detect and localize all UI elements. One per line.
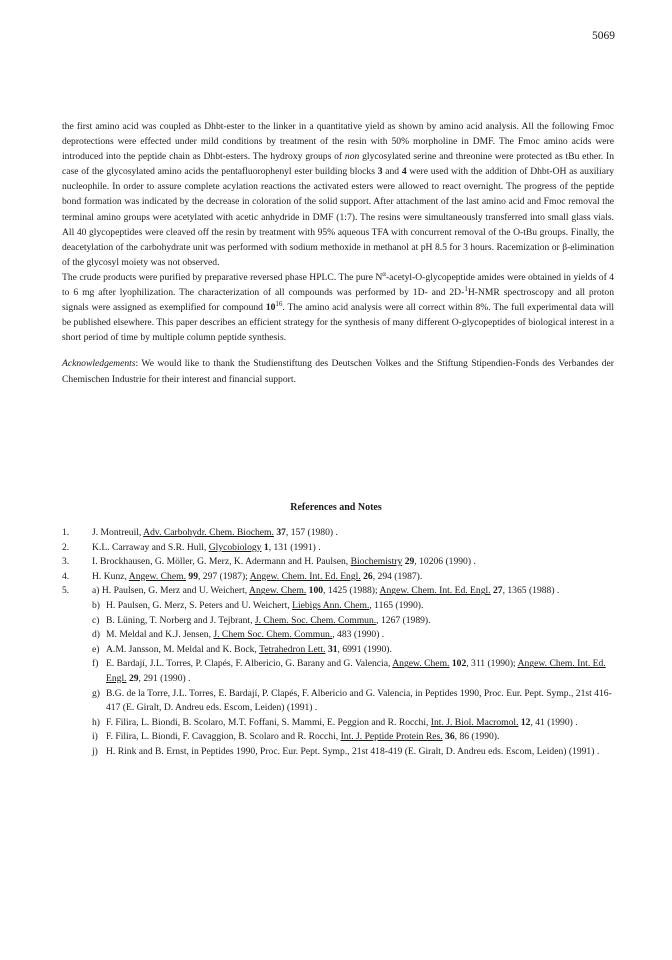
reference-item: 5. a) H. Paulsen, G. Merz and U. Weichert, Angew. Chem. 100, 1425 (1988); Angew. Chem. Int. Ed. Engl. 27, 1365 (1988) .: [62, 585, 560, 597]
paragraph-purification: The crude products were purified by preparative reversed phase HPLC. The pure $N^\alpha-acetyl-O$-glycopeptide amides were obtained in yields of 4 to 6 mg after lyophilization. The characterization of all compounds was performed by 1D- and 2D-$^1$H-NMR spectroscopy and all proton signals were assigned as exemplified for compound $10^{16}$. The amino acid analysis were all correct within 8%. The full experimental data will be published elsewhere. This paper describes an efficient strategy for the synthesis of many different O-glycopeptides of biological interest in a short period of time by multiple column peptide synthesis.: [62, 269, 614, 344]
acknowledgements: Acknowledgements: We would like to thank the Studienstiftung des Deutschen Volkes and the Stiftung Stipendien-Fonds des Verbandes der Chemischen Industrie for their interest and financial support.: [62, 358, 614, 385]
reference-subitem: d) M. Meldal and K.J. Jensen, J. Chem Soc. Chem. Commun., 483 (1990) .: [92, 629, 385, 641]
reference-subitem: e) A.M. Jansson, M. Meldal and K. Bock, Tetrahedron Lett. 31, 6991 (1990).: [92, 643, 392, 655]
reference-subitem: b) H. Paulsen, G. Merz, S. Peters and U. Weichert, Liebigs Ann. Chem., 1165 (1990).: [92, 599, 424, 611]
reference-subitem: i) F. Filira, L. Biondi, F. Cavaggion, B. Scolaro and R. Rocchi, Int. J. Peptide Protein Res. 36, 86 (1990).: [92, 731, 500, 743]
paragraph-synthesis: the first amino acid was coupled as Dhbt-ester to the linker in a quantitative yield as shown by amino acid analysis. All the following Fmoc deprotections were effected under mild conditions by treatment of the resin with 50% morpholine in DMF. The Fmoc amino acids were introduced into the peptide chain as Dhbt-esters. The hydroxy groups of non glycosylated serine and threonine were protected as tBu ether. In case of the glycosylated amino acids the pentafluorophenyl ester building blocks 3 and 4 were used with the addition of Dhbt-OH as auxiliary nucleophile. In order to assure complete acylation reactions the activated esters were allowed to react overnight. The progress of the peptide bond formation was indicated by the decrease in coloration of the solid support. After attachment of the last amino acid and Fmoc removal the terminal amino groups were acetylated with acetic anhydride in DMF (1:7). The resins were simultaneously transferred into small glass vials. All 40 glycopeptides were cleaved off the resin by treatment with 95% aqueous TFA with concurrent removal of the O-tBu groups. Finally, the deacetylation of the carbohydrate unit was performed with sodium methoxide in methanol at pH 8.5 for 3 hours. Racemization or β-elimination of the glycosyl moiety was not observed.: [62, 121, 614, 268]
body-text: [62, 119, 614, 387]
reference-subitem: j) H. Rink and B. Ernst, in Peptides 1990, Proc. Eur. Pept. Symp., 21st 418-419 (E. Giralt, D. Andreu eds. Escom, Leiden) (1991) .: [92, 745, 600, 757]
reference-subitem: f) E. Bardají, J.L. Torres, P. Clapés, F. Albericio, G. Barany and G. Valencia, Angew. Chem. 102, 311 (1990); Angew. Chem. Int. Ed. Engl. 29, 291 (1990) .: [92, 658, 606, 684]
references-heading: References and Notes: [290, 502, 382, 513]
reference-item: 2. K.L. Carraway and S.R. Hull, Glycobiology 1, 131 (1991) .: [62, 541, 321, 553]
reference-subitem: g) B.G. de la Torre, J.L. Torres, E. Bardají, P. Clapés, F. Albericio and G. Valencia, in Peptides 1990, Proc. Eur. Pept. Symp., 21st 416-417 (E. Giralt, D. Andreu eds. Escom, Leiden) (1991) .: [92, 687, 612, 714]
reference-item: 3. I. Brockhausen, G. Möller, G. Merz, K. Adermann and H. Paulsen, Biochemistry 29, 10206 (1990) .: [62, 556, 476, 568]
reference-item: 1. J. Montreuil, Adv. Carbohydr. Chem. Biochem. 37, 157 (1980) .: [62, 527, 338, 538]
reference-item: 4. H. Kunz, Angew. Chem. 99, 297 (1987); Angew. Chem. Int. Ed. Engl. 26, 294 (1987).: [62, 570, 423, 582]
reference-subitem: h) F. Filira, L. Biondi, B. Scolaro, M.T. Foffani, S. Mammi, E. Peggion and R. Rocchi, Int. J. Biol. Macromol. 12, 41 (1990) .: [92, 716, 578, 728]
reference-subitem: c) B. Lüning, T. Norberg and J. Tejbrant, J. Chem. Soc. Chem. Commun., 1267 (1989).: [92, 614, 431, 626]
page-number: 5069: [592, 30, 615, 42]
references-list: [62, 526, 618, 760]
